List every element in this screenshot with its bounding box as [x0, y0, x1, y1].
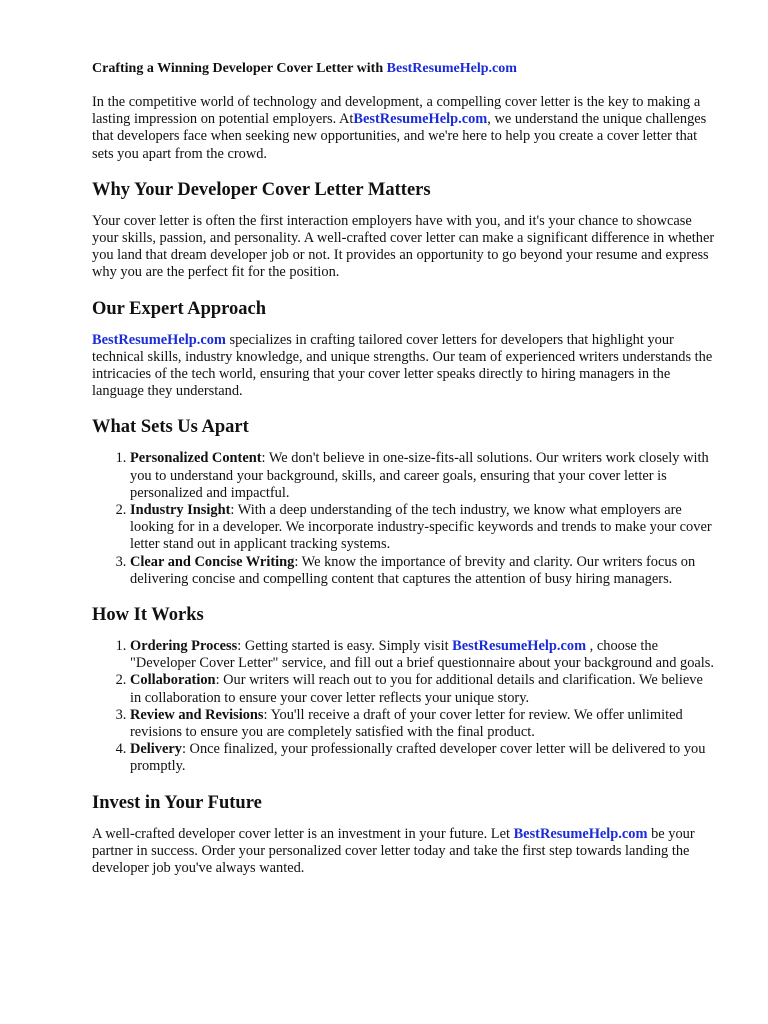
list-item-text: : Once finalized, your professionally crafted developer cover letter will be delivered to you promptly.: [130, 741, 706, 775]
list-item: [130, 741, 716, 775]
list-item-term: Clear and Concise Writing: [130, 553, 295, 570]
intro-text-before: In the competitive world of technology and development, a compelling cover letter is the key to making a lasting impression on potential employers. At: [92, 94, 701, 128]
title-brand-link[interactable]: BestResumeHelp.com: [386, 61, 517, 76]
heading-why: Why Your Developer Cover Letter Matters: [92, 179, 431, 200]
invest-paragraph: [92, 826, 716, 878]
title-text: Crafting a Winning Developer Cover Letter with: [92, 61, 384, 76]
heading-how: How It Works: [92, 605, 204, 626]
list-item: [130, 672, 716, 706]
how-brand-link[interactable]: BestResumeHelp.com: [452, 638, 587, 655]
list-item-term: Ordering Process: [130, 638, 238, 655]
heading-approach: Our Expert Approach: [92, 298, 267, 319]
list-item-term: Review and Revisions: [130, 706, 264, 723]
list-item: [130, 638, 716, 672]
invest-brand-link[interactable]: BestResumeHelp.com: [513, 825, 648, 842]
apart-list: [92, 450, 716, 588]
list-item-text: : Getting started is easy. Simply visit: [237, 638, 453, 655]
list-item-text: : We know the importance of brevity and clarity. Our writers focus on delivering concise and compelling content that captures the attention of busy hiring managers.: [130, 553, 696, 587]
list-item: [130, 450, 716, 502]
list-item: [130, 707, 716, 741]
list-item: [130, 502, 716, 554]
heading-apart: What Sets Us Apart: [92, 417, 249, 438]
invest-text-after: be your partner in success. Order your personalized cover letter today and take the first step towards landing the developer job you've always wanted.: [92, 825, 695, 877]
page-title: [92, 60, 716, 78]
intro-text-after: , we understand the unique challenges that developers face when seeking new opportunities, and we're here to help you create a cover letter that sets you apart from the crowd.: [92, 111, 707, 162]
list-item-term: Delivery: [130, 741, 182, 758]
list-item-term: Industry Insight: [130, 502, 231, 519]
approach-paragraph: [92, 332, 716, 401]
list-item-text: : You'll receive a draft of your cover letter for review. We offer unlimited revisions to ensure you are completely satisfied with the final product.: [130, 706, 683, 741]
why-paragraph: Your cover letter is often the first interaction employers have with you, and it's your chance to showcase your skills, passion, and personality. A well-crafted cover letter can make a significant difference in whether you land that dream developer job or not. It provides an opportunity to go beyond your resume and express why you are the perfect fit for the position.: [92, 212, 715, 281]
list-item-text: : With a deep understanding of the tech industry, we know what employers are looking for in a developer. We incorporate industry-specific keywords and trends to make your cover letter stand out in applicant tracking systems.: [130, 502, 712, 553]
approach-brand-link[interactable]: BestResumeHelp.com: [92, 331, 226, 348]
list-item: [130, 554, 716, 588]
list-item-term: Personalized Content: [130, 450, 262, 467]
how-list: [92, 638, 716, 776]
approach-text: specializes in crafting tailored cover letters for developers that highlight your technical skills, industry knowledge, and unique strengths. Our team of experienced writers understands the intricacies of the tech world, ensuring that your cover letter speaks directly to hiring managers in the language they understand.: [92, 331, 713, 400]
intro-brand-link[interactable]: BestResumeHelp.com: [353, 111, 488, 128]
invest-text-before: A well-crafted developer cover letter is an investment in your future. Let: [92, 825, 514, 842]
list-item-text: , choose the "Developer Cover Letter" service, and fill out a brief questionnaire about your background and goals.: [130, 638, 714, 672]
intro-paragraph: [92, 94, 716, 163]
heading-invest: Invest in Your Future: [92, 792, 262, 813]
list-item-text: : We don't believe in one-size-fits-all solutions. Our writers work closely with you to understand your background, skills, and career goals, ensuring that your cover letter is personalized and impactful.: [130, 450, 709, 501]
list-item-term: Collaboration: [130, 672, 216, 689]
list-item-text: : Our writers will reach out to you for additional details and clarification. We believe in collaboration to ensure your cover letter reflects your unique story.: [130, 672, 703, 706]
